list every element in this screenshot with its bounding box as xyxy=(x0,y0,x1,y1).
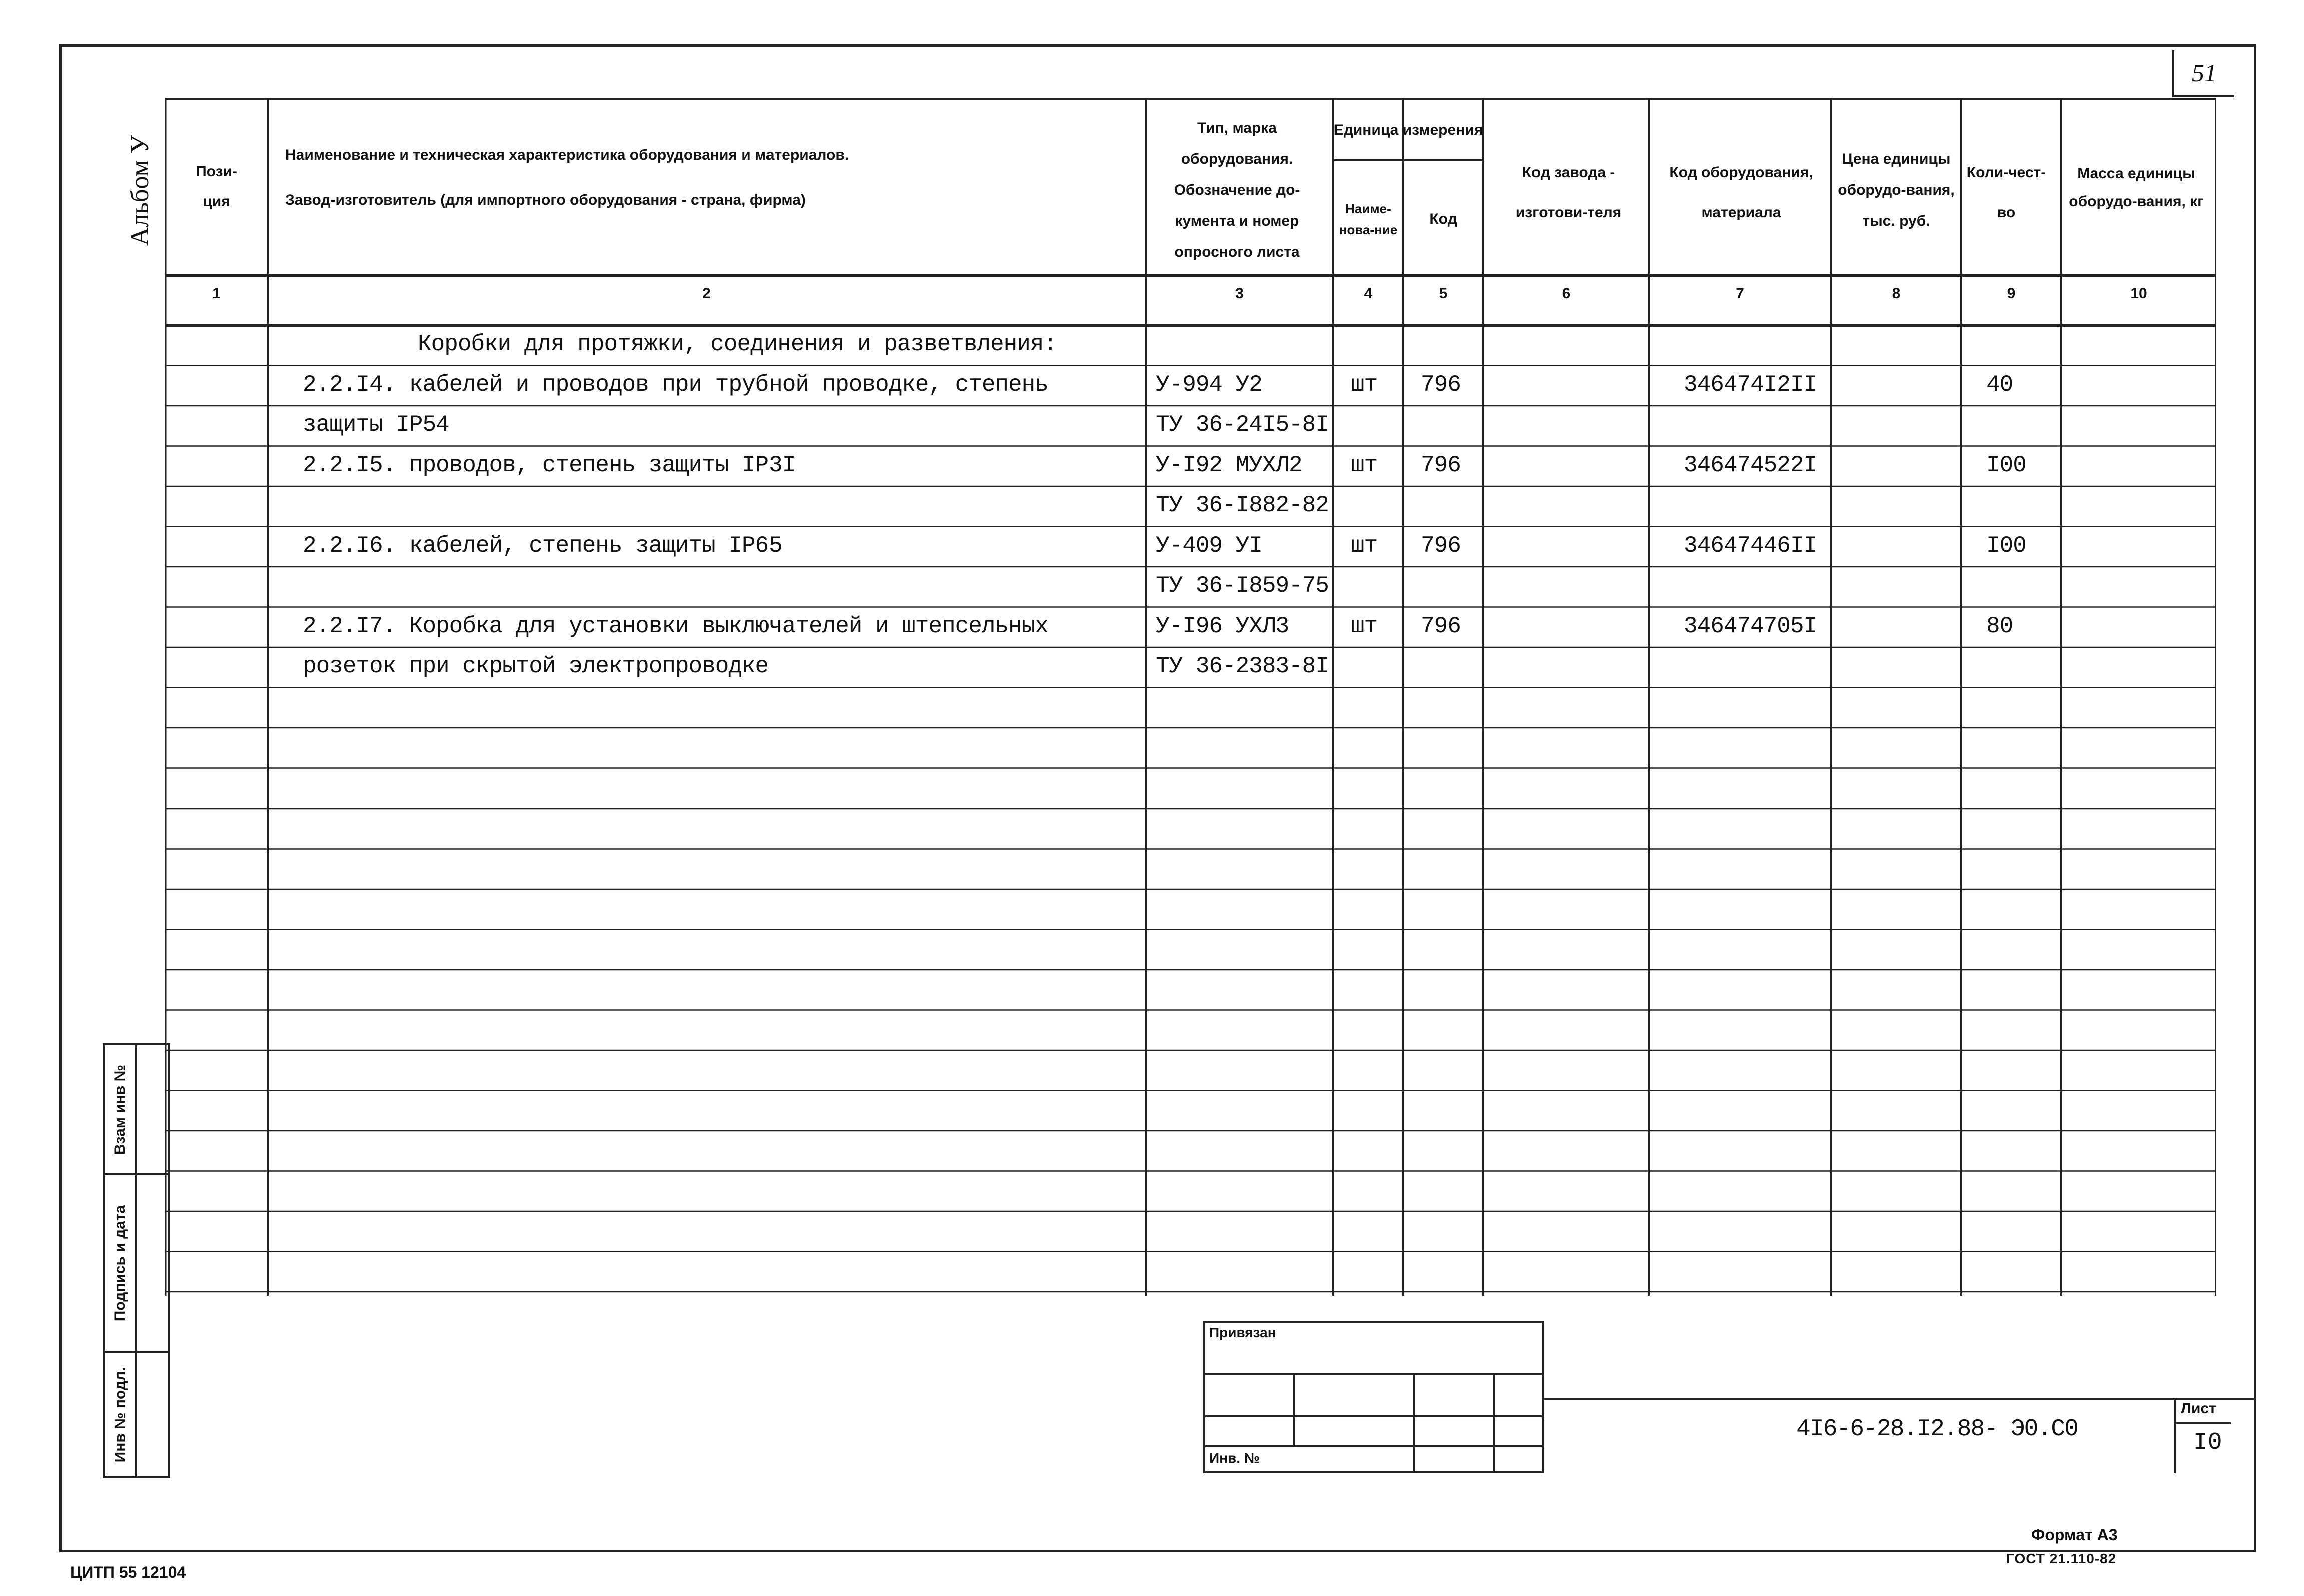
cell-type: ТУ 36-I859-75 xyxy=(1156,573,1329,599)
cell-unit: шт xyxy=(1351,532,1378,559)
footer-publisher: ЦИТП 55 12104 xyxy=(70,1563,186,1581)
cell-equip: 346474705I xyxy=(1684,613,1817,639)
header-type: Тип, марка оборудования. Обозначение до-кумента и номер опросного листа xyxy=(1174,120,1300,260)
cell-name: 2.2.I4. кабелей и проводов при трубной проводке, степень xyxy=(303,371,1048,398)
cell-qty: I00 xyxy=(1986,532,2026,559)
header-manufacturer: Завод-изготовитель (для импортного оборудования - страна, фирма) xyxy=(285,192,806,208)
table-row xyxy=(165,406,2216,444)
header-plant-code: Код завода - изготови-теля xyxy=(1515,164,1622,221)
cell-type: У-409 УI xyxy=(1156,532,1262,559)
header-mass: Масса единицы оборудо-вания, кг xyxy=(2069,165,2204,210)
cell-name: 2.2.I5. проводов, степень защиты IP3I xyxy=(303,452,796,478)
cell-type: У-994 У2 xyxy=(1156,371,1262,398)
cell-unit: шт xyxy=(1351,613,1378,639)
column-number: 2 xyxy=(702,285,711,302)
cell-type: У-I92 МУХЛ2 xyxy=(1156,452,1302,478)
table-row xyxy=(165,567,2216,605)
cell-qty: I00 xyxy=(1986,452,2026,478)
sheet-value: I0 xyxy=(2193,1429,2222,1456)
cell-type: ТУ 36-I882-82 xyxy=(1156,492,1329,518)
cell-name: 2.2.I6. кабелей, степень защиты IP65 xyxy=(303,532,782,559)
header-unit-name: Наиме-нова-ние xyxy=(1339,201,1398,237)
column-number: 8 xyxy=(1892,285,1901,302)
cell-equip: 346474I2II xyxy=(1684,371,1817,398)
column-number: 1 xyxy=(212,285,221,302)
cell-qty: 40 xyxy=(1986,371,2013,398)
side-label-sign: Подпись и дата xyxy=(112,1205,129,1322)
header-quantity: Коли-чест-во xyxy=(1966,164,2046,221)
cell-name: 2.2.I7. Коробка для установки выключателей и штепсельных xyxy=(303,613,1048,639)
cell-unit: шт xyxy=(1351,452,1378,478)
table-row xyxy=(165,647,2216,685)
cell-name: Коробки для протяжки, соединения и разветвления: xyxy=(418,331,1057,357)
header-name: Наименование и техническая характеристика оборудования и материалов. xyxy=(285,147,849,163)
side-label-vzam: Взам инв № xyxy=(112,1064,128,1155)
album-label: Альбом У xyxy=(126,135,155,246)
attachment-stamp xyxy=(1203,1321,1544,1473)
cell-code: 796 xyxy=(1421,452,1461,478)
equipment-table xyxy=(165,98,2216,1296)
cell-equip: 346474522I xyxy=(1684,452,1817,478)
cell-code: 796 xyxy=(1421,613,1461,639)
header-unit-code: Код xyxy=(1429,210,1457,227)
cell-name: розеток при скрытой электропроводке xyxy=(303,653,769,679)
document-code: 4I6-6-28.I2.88- Э0.С0 xyxy=(1796,1416,2078,1443)
column-number: 6 xyxy=(1562,285,1571,302)
footer-format: Формат А3 xyxy=(2031,1526,2118,1544)
table-row xyxy=(165,325,2216,363)
cell-type: У-I96 УХЛ3 xyxy=(1156,613,1289,639)
cell-qty: 80 xyxy=(1986,613,2013,639)
column-number: 9 xyxy=(2007,285,2016,302)
table-row xyxy=(165,527,2216,565)
column-number: 3 xyxy=(1235,285,1244,302)
cell-code: 796 xyxy=(1421,532,1461,559)
column-number: 5 xyxy=(1439,285,1448,302)
cell-type: ТУ 36-24I5-8I xyxy=(1156,412,1329,438)
table-row xyxy=(165,446,2216,484)
table-row xyxy=(165,366,2216,404)
cell-code: 796 xyxy=(1421,371,1461,398)
cell-name: защиты IP54 xyxy=(303,412,449,438)
column-number: 7 xyxy=(1736,285,1744,302)
table-row xyxy=(165,486,2216,524)
cell-equip: 34647446II xyxy=(1684,532,1817,559)
cell-type: ТУ 36-2383-8I xyxy=(1156,653,1329,679)
table-grid xyxy=(165,98,2216,1296)
header-unit-price: Цена единицы оборудо-вания, тыс. руб. xyxy=(1838,151,1955,229)
header-position: Пози- ция xyxy=(196,163,237,210)
sheet-label: Лист xyxy=(2181,1400,2216,1417)
cell-unit: шт xyxy=(1351,371,1378,398)
table-row xyxy=(165,607,2216,645)
column-number: 4 xyxy=(1364,285,1373,302)
footer-gost: ГОСТ 21.110-82 xyxy=(2006,1551,2117,1566)
sheet-number: 51 xyxy=(2172,50,2234,97)
stamp-inv: Инв. № xyxy=(1209,1450,1260,1466)
header-equipment-code: Код оборудования, материала xyxy=(1669,164,1813,221)
column-number: 10 xyxy=(2130,285,2147,302)
stamp-title: Привязан xyxy=(1209,1325,1276,1340)
sheet-box xyxy=(2174,1398,2231,1473)
header-unit-group: Единица измерения xyxy=(1333,122,1483,138)
side-label-inv: Инв № подл. xyxy=(112,1367,129,1462)
